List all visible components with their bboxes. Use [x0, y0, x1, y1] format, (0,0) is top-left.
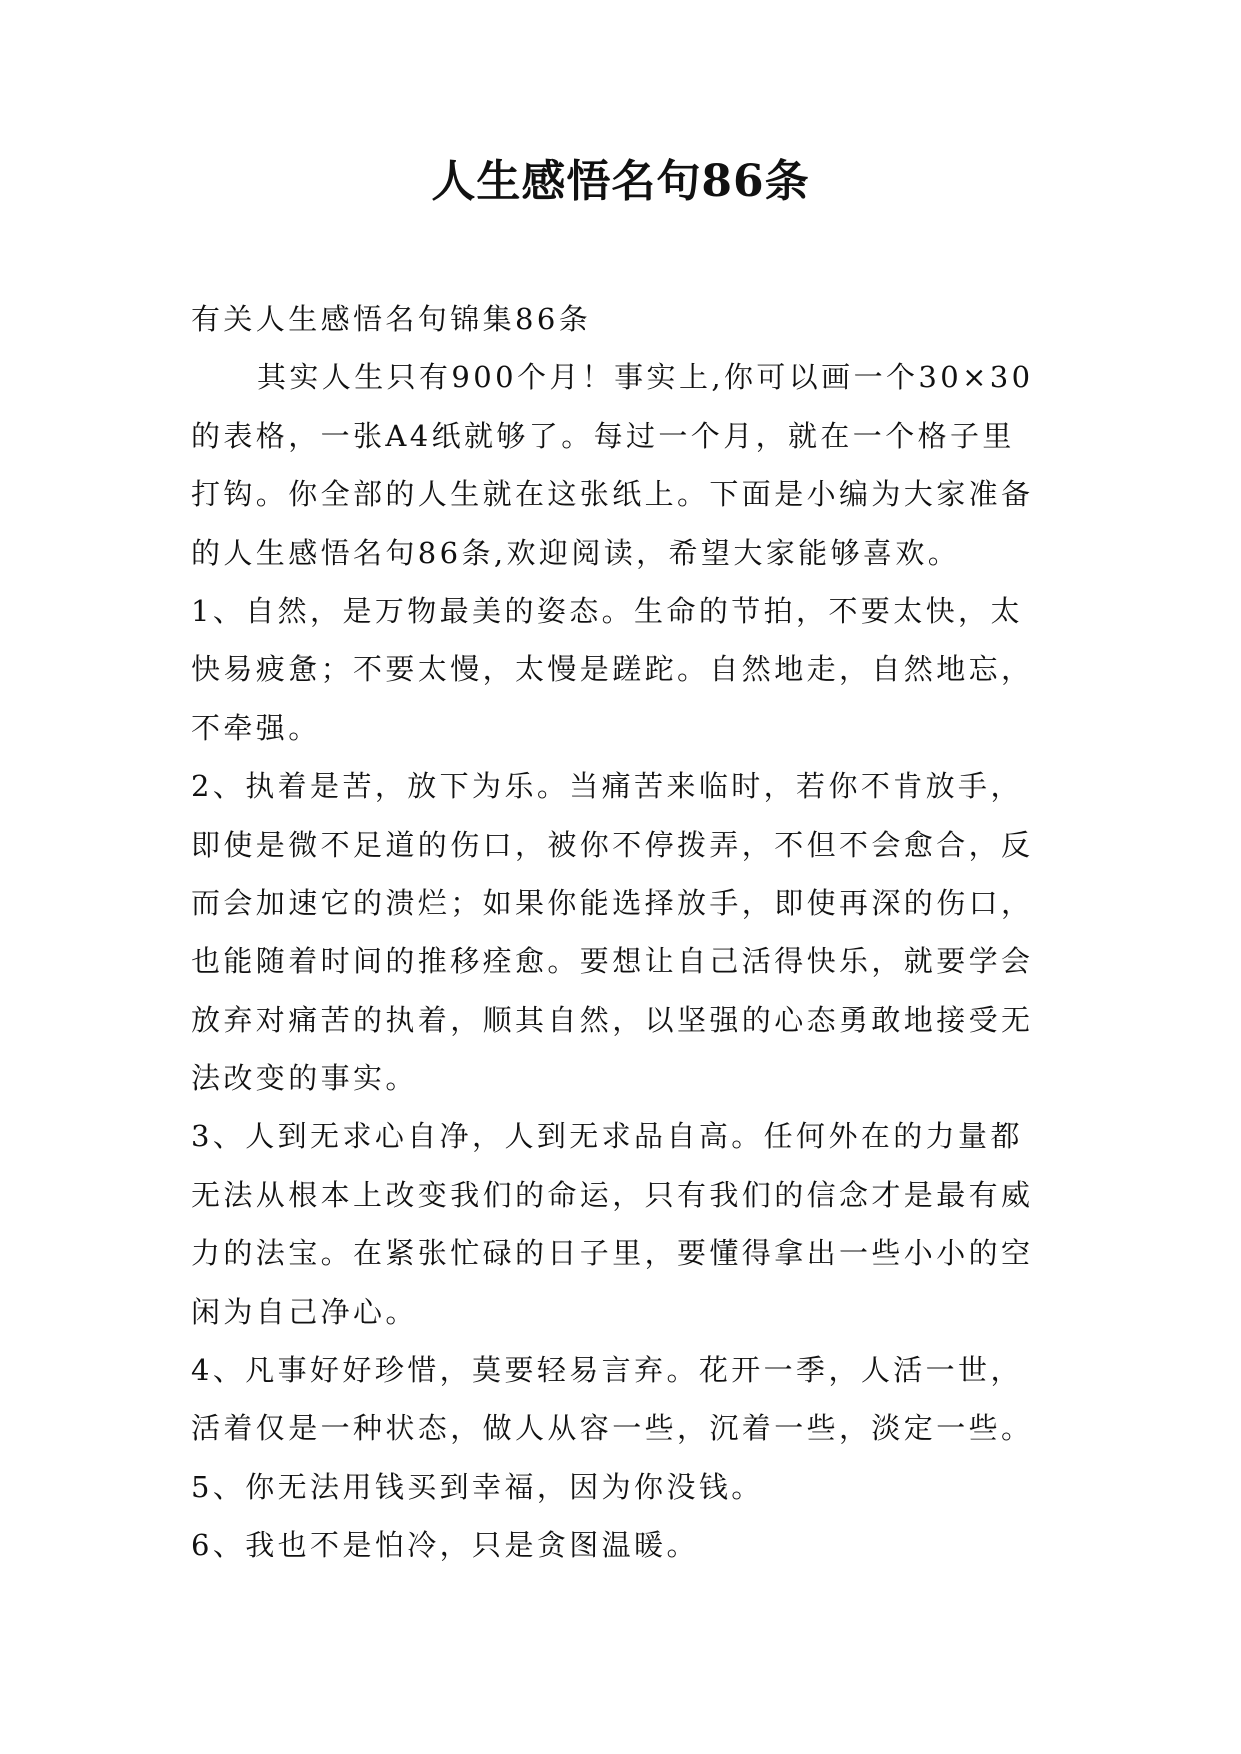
- quote-line: 力的法宝。在紧张忙碌的日子里，要懂得拿出一些小小的空: [191, 1236, 1034, 1271]
- intro-line: 打钩。你全部的人生就在这张纸上。下面是小编为大家准备: [191, 477, 1034, 512]
- quote-line: 无法从根本上改变我们的命运，只有我们的信念才是最有威: [191, 1177, 1034, 1212]
- quote-line: 4、凡事好好珍惜，莫要轻易言弃。花开一季，人活一世，: [191, 1353, 1023, 1388]
- document-title: 人生感悟名句86条: [431, 156, 810, 207]
- quote-line: 6、我也不是怕冷，只是贪图温暖。: [191, 1528, 699, 1563]
- quote-line: 2、执着是苦，放下为乐。当痛苦来临时，若你不肯放手，: [191, 769, 1023, 804]
- quote-item-3: [191, 1107, 1071, 1341]
- quote-item-2: [191, 757, 1071, 1107]
- intro-line: 的表格，一张A4纸就够了。每过一个月，就在一个格子里: [191, 418, 1015, 453]
- quote-item-1: [191, 582, 1071, 757]
- quote-line: 闲为自己净心。: [191, 1294, 418, 1329]
- quote-line: 放弃对痛苦的执着，顺其自然，以坚强的心态勇敢地接受无: [191, 1002, 1034, 1037]
- quote-item-6: [191, 1516, 1071, 1574]
- quote-line: 法改变的事实。: [191, 1061, 418, 1096]
- quote-item-4: [191, 1341, 1071, 1458]
- intro-paragraph: [191, 348, 1071, 582]
- document-subtitle: 有关人生感悟名句锦集86条: [191, 302, 592, 336]
- quote-line: 也能随着时间的推移痊愈。要想让自己活得快乐，就要学会: [191, 944, 1034, 979]
- intro-line: 其实人生只有900个月！事实上,你可以画一个30×30: [257, 360, 1034, 395]
- quote-item-5: [191, 1458, 1071, 1516]
- quote-line: 5、你无法用钱买到幸福，因为你没钱。: [191, 1469, 764, 1504]
- quote-line: 而会加速它的溃烂；如果你能选择放手，即使再深的伤口，: [191, 885, 1034, 920]
- quote-line: 不牵强。: [191, 710, 321, 745]
- quote-line: 即使是微不足道的伤口，被你不停拨弄，不但不会愈合，反: [191, 827, 1034, 862]
- intro-line: 的人生感悟名句86条,欢迎阅读，希望大家能够喜欢。: [191, 535, 961, 570]
- quote-line: 3、人到无求心自净，人到无求品自高。任何外在的力量都: [191, 1119, 1023, 1154]
- document-body: [191, 290, 1071, 1575]
- quote-line: 1、自然，是万物最美的姿态。生命的节拍，不要太快，太: [191, 593, 1023, 628]
- quote-line: 活着仅是一种状态，做人从容一些，沉着一些，淡定一些。: [191, 1411, 1034, 1446]
- quote-line: 快易疲惫；不要太慢，太慢是蹉跎。自然地走，自然地忘，: [191, 652, 1034, 687]
